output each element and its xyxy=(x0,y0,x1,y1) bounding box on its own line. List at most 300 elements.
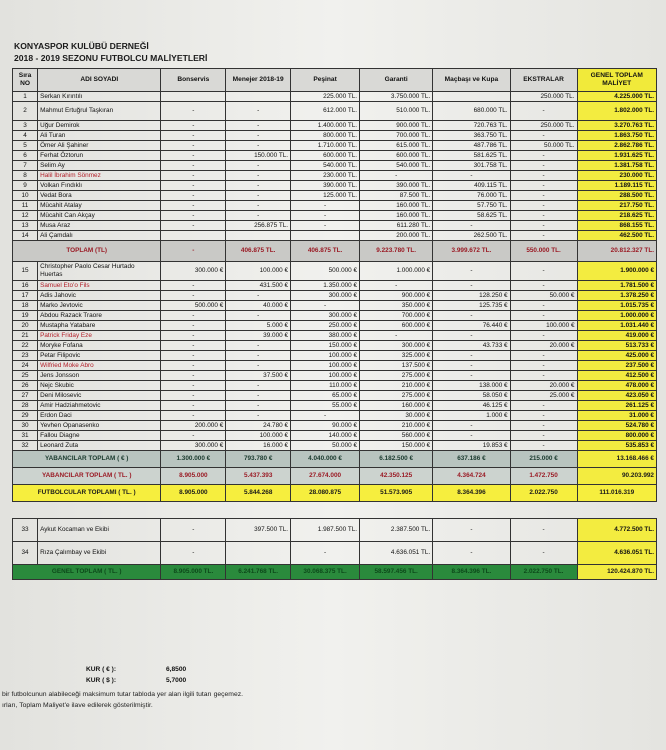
cell-bonservis: - xyxy=(161,331,226,341)
cell-pesinat: 380.000 € xyxy=(291,331,360,341)
cell-pesinat: - xyxy=(291,411,360,421)
total-ekstra: 550.000 TL. xyxy=(510,241,577,262)
cell-genel-toplam: 230.000 TL. xyxy=(577,171,657,181)
cell-pesinat: 150.000 € xyxy=(291,341,360,351)
row-number: 12 xyxy=(13,211,38,221)
total-pesinat: 406.875 TL. xyxy=(291,241,360,262)
cell-pesinat: 390.000 TL. xyxy=(291,181,360,191)
cell-ekstra: - xyxy=(510,191,577,201)
row-number: 14 xyxy=(13,231,38,241)
player-name: Selim Ay xyxy=(38,161,161,171)
row-number: 31 xyxy=(13,431,38,441)
cell-genel-toplam: 462.500 TL. xyxy=(577,231,657,241)
player-name: Marko Jevtovic xyxy=(38,301,161,311)
cell-ekstra: - xyxy=(510,331,577,341)
cell-macbasi: 409.115 TL. xyxy=(433,181,510,191)
table-row xyxy=(13,361,657,371)
total-garanti: 58.597.456 TL. xyxy=(360,565,433,580)
table-row xyxy=(13,301,657,311)
cell-menejer: 150.000 TL. xyxy=(226,151,291,161)
cell-macbasi: 58.625 TL. xyxy=(433,211,510,221)
cell-pesinat: 110.000 € xyxy=(291,381,360,391)
cell-ekstra: 20.000 € xyxy=(510,341,577,351)
player-name: Rıza Çalımbay ve Ekibi xyxy=(38,542,161,565)
cell-ekstra: - xyxy=(510,221,577,231)
cell-garanti: 4.636.051 TL. xyxy=(360,542,433,565)
player-name: Erdon Daci xyxy=(38,411,161,421)
cell-menejer: - xyxy=(226,102,291,121)
cell-ekstra: - xyxy=(510,201,577,211)
cell-garanti: 210.000 € xyxy=(360,421,433,431)
cell-genel-toplam: 535.853 € xyxy=(577,441,657,451)
cell-garanti: 600.000 € xyxy=(360,321,433,331)
cell-ekstra: - xyxy=(510,281,577,291)
cell-bonservis xyxy=(161,92,226,102)
player-name: Fallou Diagne xyxy=(38,431,161,441)
player-name: Moryke Fofana xyxy=(38,341,161,351)
cell-menejer: 397.500 TL. xyxy=(226,519,291,542)
cell-garanti: 615.000 TL. xyxy=(360,141,433,151)
cell-ekstra: - xyxy=(510,181,577,191)
cell-pesinat: 1.987.500 TL. xyxy=(291,519,360,542)
row-number: 28 xyxy=(13,401,38,411)
cell-garanti: 611.280 TL. xyxy=(360,221,433,231)
total-ekstra: 2.022.750 xyxy=(510,485,577,502)
cell-garanti: 160.000 € xyxy=(360,401,433,411)
cost-table xyxy=(12,68,657,580)
total-bonservis: 8.905.000 TL. xyxy=(161,565,226,580)
row-number: 4 xyxy=(13,131,38,141)
cell-genel-toplam: 1.900.000 € xyxy=(577,262,657,281)
table-row xyxy=(13,281,657,291)
cell-menejer: - xyxy=(226,141,291,151)
cell-bonservis: - xyxy=(161,431,226,441)
cell-pesinat: 225.000 TL. xyxy=(291,92,360,102)
cell-garanti: 325.000 € xyxy=(360,351,433,361)
player-name: Deni Milosevic xyxy=(38,391,161,401)
cell-ekstra: - xyxy=(510,301,577,311)
cell-pesinat: 100.000 € xyxy=(291,361,360,371)
cell-macbasi: - xyxy=(433,371,510,381)
cell-garanti: 160.000 TL. xyxy=(360,211,433,221)
cell-macbasi xyxy=(433,92,510,102)
row-number: 23 xyxy=(13,351,38,361)
cell-macbasi: - xyxy=(433,519,510,542)
cell-garanti: 1.000.000 € xyxy=(360,262,433,281)
cell-bonservis: - xyxy=(161,171,226,181)
player-name: Mücahit Atalay xyxy=(38,201,161,211)
cell-bonservis: - xyxy=(161,191,226,201)
total-ekstra: 2.022.750 TL. xyxy=(510,565,577,580)
cell-bonservis: - xyxy=(161,391,226,401)
cell-genel-toplam: 1.378.250 € xyxy=(577,291,657,301)
player-name: Ferhat Öztorun xyxy=(38,151,161,161)
table-row xyxy=(13,121,657,131)
cell-garanti: 350.000 € xyxy=(360,301,433,311)
cell-garanti: 160.000 TL. xyxy=(360,201,433,211)
cell-bonservis: - xyxy=(161,341,226,351)
row-number: 3 xyxy=(13,121,38,131)
exchange-rate xyxy=(86,665,187,674)
cell-menejer: - xyxy=(226,171,291,181)
row-number: 33 xyxy=(13,519,38,542)
cell-garanti: - xyxy=(360,171,433,181)
cell-genel-toplam: 261.125 € xyxy=(577,401,657,411)
cell-pesinat: 100.000 € xyxy=(291,371,360,381)
total-macbasi: 8.364.396 xyxy=(433,485,510,502)
cell-genel-toplam: 513.733 € xyxy=(577,341,657,351)
row-number: 22 xyxy=(13,341,38,351)
total-menejer: 793.780 € xyxy=(226,451,291,468)
cell-genel-toplam: 218.625 TL. xyxy=(577,211,657,221)
cell-bonservis: 300.000 € xyxy=(161,441,226,451)
table-row xyxy=(13,191,657,201)
cell-genel-toplam: 1.931.625 TL. xyxy=(577,151,657,161)
total-pesinat: 28.080.875 xyxy=(291,485,360,502)
cell-genel-toplam: 4.772.500 TL. xyxy=(577,519,657,542)
cell-pesinat: 1.350.000 € xyxy=(291,281,360,291)
row-number: 20 xyxy=(13,321,38,331)
total-garanti: 6.182.500 € xyxy=(360,451,433,468)
cell-menejer xyxy=(226,542,291,565)
player-name: Mahmut Ertuğrul Taşkıran xyxy=(38,102,161,121)
cell-ekstra: - xyxy=(510,151,577,161)
total-menejer: 406.875 TL. xyxy=(226,241,291,262)
total-ekstra: 1.472.750 xyxy=(510,468,577,485)
row-number: 9 xyxy=(13,181,38,191)
row-number: 10 xyxy=(13,191,38,201)
total-macbasi: 3.999.672 TL. xyxy=(433,241,510,262)
cell-bonservis: - xyxy=(161,542,226,565)
cell-pesinat: 1.710.000 TL. xyxy=(291,141,360,151)
cell-pesinat: 600.000 TL. xyxy=(291,151,360,161)
player-name: Musa Araz xyxy=(38,221,161,231)
player-name: Aykut Kocaman ve Ekibi xyxy=(38,519,161,542)
cell-genel-toplam: 412.500 € xyxy=(577,371,657,381)
cell-genel-toplam: 419.000 € xyxy=(577,331,657,341)
club-name: KONYASPOR KULÜBÜ DERNEĞİ xyxy=(14,41,149,51)
cell-macbasi: 58.050 € xyxy=(433,391,510,401)
row-number: 11 xyxy=(13,201,38,211)
cell-macbasi: 262.500 TL. xyxy=(433,231,510,241)
cell-macbasi: - xyxy=(433,262,510,281)
exchange-rate-label: KUR ( € ): xyxy=(86,666,117,673)
cell-ekstra: - xyxy=(510,262,577,281)
header-macbasi: Maçbaşı ve Kupa xyxy=(433,69,510,92)
cell-pesinat: - xyxy=(291,542,360,565)
cell-genel-toplam: 1.863.750 TL. xyxy=(577,131,657,141)
header-pesinat: Peşinat xyxy=(291,69,360,92)
cell-garanti: 275.000 € xyxy=(360,391,433,401)
table-row xyxy=(13,321,657,331)
header-genel-toplam: GENEL TOPLAM MALİYET xyxy=(577,69,657,92)
cell-genel-toplam: 4.636.051 TL. xyxy=(577,542,657,565)
table-row xyxy=(13,131,657,141)
player-name: Mustapha Yatabare xyxy=(38,321,161,331)
player-name: Ali Turan xyxy=(38,131,161,141)
row-number: 18 xyxy=(13,301,38,311)
cell-garanti: 900.000 € xyxy=(360,291,433,301)
cell-pesinat: 300.000 € xyxy=(291,311,360,321)
cell-genel-toplam: 1.781.500 € xyxy=(577,281,657,291)
total-bonservis: - xyxy=(161,241,226,262)
cell-ekstra: - xyxy=(510,131,577,141)
table-row xyxy=(13,381,657,391)
cell-garanti: 87.500 TL. xyxy=(360,191,433,201)
cell-bonservis: - xyxy=(161,281,226,291)
cell-ekstra: - xyxy=(510,161,577,171)
cell-pesinat: 125.000 TL. xyxy=(291,191,360,201)
cell-macbasi: 301.758 TL. xyxy=(433,161,510,171)
table-row xyxy=(13,519,657,542)
cell-garanti: 560.000 € xyxy=(360,431,433,441)
fut_tl-row xyxy=(13,485,657,502)
cell-ekstra: - xyxy=(510,401,577,411)
cell-bonservis: - xyxy=(161,291,226,301)
yab_tl-label: YABANCILAR TOPLAM ( TL. ) xyxy=(13,468,161,485)
row-number: 21 xyxy=(13,331,38,341)
row-number: 1 xyxy=(13,92,38,102)
cell-bonservis: 200.000 € xyxy=(161,421,226,431)
yab_eur-row xyxy=(13,451,657,468)
cell-pesinat: 540.000 TL. xyxy=(291,161,360,171)
row-number: 17 xyxy=(13,291,38,301)
total-garanti: 42.350.125 xyxy=(360,468,433,485)
cell-menejer: - xyxy=(226,201,291,211)
cell-genel-toplam: 217.750 TL. xyxy=(577,201,657,211)
cell-menejer: - xyxy=(226,401,291,411)
total-genel-toplam: 120.424.870 TL. xyxy=(577,565,657,580)
total-macbasi: 4.364.724 xyxy=(433,468,510,485)
row-number: 26 xyxy=(13,381,38,391)
header-row xyxy=(13,69,657,92)
header-sira: Sıra NO xyxy=(13,69,38,92)
cell-macbasi: - xyxy=(433,361,510,371)
cell-garanti: 600.000 TL. xyxy=(360,151,433,161)
cell-garanti: 300.000 € xyxy=(360,341,433,351)
cell-pesinat: 50.000 € xyxy=(291,441,360,451)
total-menejer: 6.241.768 TL. xyxy=(226,565,291,580)
row-number: 15 xyxy=(13,262,38,281)
table-row xyxy=(13,151,657,161)
row-number: 32 xyxy=(13,441,38,451)
cell-ekstra: - xyxy=(510,211,577,221)
table-row xyxy=(13,411,657,421)
header-bonservis: Bonservis xyxy=(161,69,226,92)
table-row xyxy=(13,441,657,451)
cell-macbasi: - xyxy=(433,171,510,181)
cell-garanti: 200.000 TL. xyxy=(360,231,433,241)
cell-macbasi: 125.735 € xyxy=(433,301,510,311)
total-pesinat: 27.674.000 xyxy=(291,468,360,485)
total-menejer: 5.437.393 xyxy=(226,468,291,485)
cell-macbasi: 487.786 TL. xyxy=(433,141,510,151)
cell-macbasi: 581.625 TL. xyxy=(433,151,510,161)
cell-bonservis: - xyxy=(161,361,226,371)
cell-menejer: 24.780 € xyxy=(226,421,291,431)
cell-pesinat: - xyxy=(291,301,360,311)
row-number: 5 xyxy=(13,141,38,151)
cell-garanti: 900.000 TL. xyxy=(360,121,433,131)
footnote-line-1: bir futbolcunun alabileceği maksimum tutar tabloda yer alan ilgili tutarı geçemez. xyxy=(2,691,244,698)
cell-macbasi: - xyxy=(433,431,510,441)
cell-bonservis xyxy=(161,231,226,241)
cell-bonservis: - xyxy=(161,141,226,151)
cell-macbasi: - xyxy=(433,421,510,431)
cell-garanti: 210.000 € xyxy=(360,381,433,391)
cell-garanti: 2.387.500 TL. xyxy=(360,519,433,542)
cell-macbasi: 363.750 TL. xyxy=(433,131,510,141)
cell-pesinat: - xyxy=(291,211,360,221)
cell-genel-toplam: 423.050 € xyxy=(577,391,657,401)
row-number: 30 xyxy=(13,421,38,431)
cell-menejer: - xyxy=(226,191,291,201)
total-pesinat: 4.040.000 € xyxy=(291,451,360,468)
table-row xyxy=(13,161,657,171)
cell-bonservis: - xyxy=(161,102,226,121)
total-macbasi: 8.364.396 TL. xyxy=(433,565,510,580)
table-row xyxy=(13,341,657,351)
cell-genel-toplam: 1.802.000 TL. xyxy=(577,102,657,121)
row-number: 29 xyxy=(13,411,38,421)
total-bonservis: 1.300.000 € xyxy=(161,451,226,468)
cell-macbasi: 680.000 TL. xyxy=(433,102,510,121)
cell-menejer: - xyxy=(226,311,291,321)
cell-macbasi: 138.000 € xyxy=(433,381,510,391)
player-name: Nejc Skubic xyxy=(38,381,161,391)
row-number: 6 xyxy=(13,151,38,161)
cell-macbasi: 720.763 TL. xyxy=(433,121,510,131)
player-name: Amir Hadziahmetovic xyxy=(38,401,161,411)
cell-ekstra: - xyxy=(510,231,577,241)
player-name: Ali Çamdalı xyxy=(38,231,161,241)
cell-macbasi: 128.250 € xyxy=(433,291,510,301)
cell-menejer: - xyxy=(226,361,291,371)
cell-macbasi: - xyxy=(433,331,510,341)
footnote-line-2: ırları, Toplam Maliyet'e ilave edilerek gösterilmiştir. xyxy=(2,702,153,709)
table-row xyxy=(13,371,657,381)
cell-ekstra: - xyxy=(510,542,577,565)
total-genel-toplam: 111.016.319 xyxy=(577,485,657,502)
cell-bonservis: - xyxy=(161,211,226,221)
cell-ekstra: 100.000 € xyxy=(510,321,577,331)
cell-menejer: 256.875 TL. xyxy=(226,221,291,231)
cell-macbasi: 19.853 € xyxy=(433,441,510,451)
cell-genel-toplam: 1.031.440 € xyxy=(577,321,657,331)
cell-pesinat: 55.000 € xyxy=(291,401,360,411)
row-number: 27 xyxy=(13,391,38,401)
player-name: Jens Jonsson xyxy=(38,371,161,381)
cell-bonservis: 300.000 € xyxy=(161,262,226,281)
cell-menejer: 431.500 € xyxy=(226,281,291,291)
cell-menejer: 5.000 € xyxy=(226,321,291,331)
cell-bonservis: - xyxy=(161,201,226,211)
cell-pesinat: 65.000 € xyxy=(291,391,360,401)
total-bonservis: 8.905.000 xyxy=(161,468,226,485)
cell-menejer: - xyxy=(226,291,291,301)
cell-macbasi: - xyxy=(433,542,510,565)
total-garanti: 9.223.780 TL. xyxy=(360,241,433,262)
cell-ekstra: - xyxy=(510,311,577,321)
total-genel-toplam: 20.812.327 TL. xyxy=(577,241,657,262)
table-row xyxy=(13,102,657,121)
cell-genel-toplam: 1.000.000 € xyxy=(577,311,657,321)
cell-macbasi: 43.733 € xyxy=(433,341,510,351)
tl_total-label: TOPLAM (TL) xyxy=(13,241,161,262)
yab_tl-row xyxy=(13,468,657,485)
row-number: 2 xyxy=(13,102,38,121)
cell-pesinat: 140.000 € xyxy=(291,431,360,441)
cell-garanti: 150.000 € xyxy=(360,441,433,451)
cell-garanti: 3.750.000 TL. xyxy=(360,92,433,102)
player-name: Petar Filipovic xyxy=(38,351,161,361)
cell-bonservis: - xyxy=(161,381,226,391)
cell-ekstra: 250.000 TL. xyxy=(510,121,577,131)
cell-bonservis: - xyxy=(161,351,226,361)
cell-menejer: - xyxy=(226,341,291,351)
spacer-row xyxy=(13,502,657,519)
cell-pesinat: 612.000 TL. xyxy=(291,102,360,121)
player-name: Mücahit Can Akçay xyxy=(38,211,161,221)
cell-menejer: - xyxy=(226,161,291,171)
cell-pesinat: 1.400.000 TL. xyxy=(291,121,360,131)
table-row xyxy=(13,221,657,231)
cell-bonservis: - xyxy=(161,401,226,411)
cell-bonservis: - xyxy=(161,131,226,141)
table-row xyxy=(13,401,657,411)
cell-genel-toplam: 524.780 € xyxy=(577,421,657,431)
row-number: 8 xyxy=(13,171,38,181)
cell-bonservis: - xyxy=(161,519,226,542)
player-name: Christopher Paolo Cesar Hurtado Huertas xyxy=(38,262,161,281)
cell-ekstra: - xyxy=(510,431,577,441)
cell-menejer: - xyxy=(226,181,291,191)
cell-pesinat xyxy=(291,231,360,241)
cell-ekstra: 20.000 € xyxy=(510,381,577,391)
cell-macbasi: - xyxy=(433,351,510,361)
cell-menejer: 16.000 € xyxy=(226,441,291,451)
player-name: Patrick Friday Eze xyxy=(38,331,161,341)
total-garanti: 51.573.905 xyxy=(360,485,433,502)
total-menejer: 5.844.268 xyxy=(226,485,291,502)
document-title xyxy=(14,40,207,64)
cell-menejer: - xyxy=(226,351,291,361)
cell-genel-toplam: 237.500 € xyxy=(577,361,657,371)
cell-ekstra: - xyxy=(510,371,577,381)
cell-menejer: 100.000 € xyxy=(226,431,291,441)
cell-bonservis: - xyxy=(161,371,226,381)
cell-macbasi: - xyxy=(433,311,510,321)
cell-garanti: 275.000 € xyxy=(360,371,433,381)
cell-ekstra: - xyxy=(510,411,577,421)
table-row xyxy=(13,431,657,441)
cell-bonservis: - xyxy=(161,161,226,171)
total-pesinat: 30.068.375 TL. xyxy=(291,565,360,580)
cell-bonservis: - xyxy=(161,181,226,191)
header-menejer: Menejer 2018-19 xyxy=(226,69,291,92)
table-row xyxy=(13,331,657,341)
player-name: Samuel Eto'o Fils xyxy=(38,281,161,291)
row-number: 13 xyxy=(13,221,38,231)
cell-garanti: - xyxy=(360,331,433,341)
cell-ekstra: - xyxy=(510,351,577,361)
cell-garanti: 30.000 € xyxy=(360,411,433,421)
cell-menejer: - xyxy=(226,411,291,421)
cell-menejer: - xyxy=(226,131,291,141)
cell-pesinat: - xyxy=(291,221,360,231)
tl_total-row xyxy=(13,241,657,262)
cell-genel-toplam: 1.015.735 € xyxy=(577,301,657,311)
